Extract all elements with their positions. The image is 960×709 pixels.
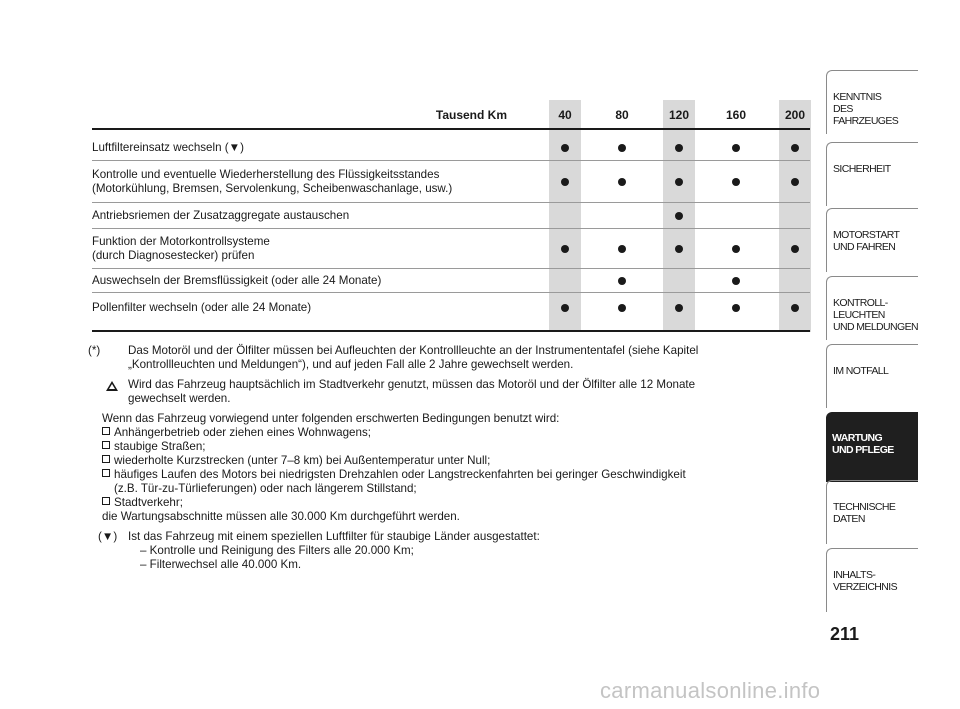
conditions-outro: die Wartungsabschnitte müssen alle 30.000 Km durchgeführt werden. xyxy=(102,510,460,523)
service-dot xyxy=(561,144,569,152)
table-row-label xyxy=(92,168,452,196)
service-dot xyxy=(618,245,626,253)
service-dot xyxy=(675,304,683,312)
service-dot xyxy=(561,304,569,312)
table-row-label-line: Luftfiltereinsatz wechseln (▼) xyxy=(92,140,244,154)
row-divider xyxy=(92,268,810,269)
service-dot xyxy=(675,144,683,152)
table-top-rule xyxy=(92,128,810,130)
service-dot xyxy=(791,304,799,312)
note-star xyxy=(88,344,792,372)
chapter-tab[interactable]: KENNTNIS DES FAHRZEUGES xyxy=(826,70,918,134)
table-row-label xyxy=(92,301,311,315)
page-number: 211 xyxy=(830,624,860,644)
checkbox-square-icon xyxy=(102,497,110,505)
table-row-label xyxy=(92,235,270,263)
service-dot xyxy=(675,245,683,253)
km-header: 80 xyxy=(615,108,629,122)
condition-item: Anhängerbetrieb oder ziehen eines Wohnwagens; xyxy=(102,426,792,440)
warning-triangle-icon xyxy=(106,381,118,391)
service-dot xyxy=(732,304,740,312)
note-star-tag: (*) xyxy=(88,344,101,357)
row-divider xyxy=(92,228,810,229)
note-star-line1: Das Motoröl und der Ölfilter müssen bei Aufleuchten der Kontrollleuchte an der Instrumententafel (siehe Kapitel xyxy=(128,344,699,357)
note-filter xyxy=(98,530,792,572)
condition-item: Stadtverkehr; xyxy=(102,496,792,510)
table-row-label-line: Kontrolle und eventuelle Wiederherstellung des Flüssigkeitsstandes xyxy=(92,168,440,181)
service-dot xyxy=(618,178,626,186)
chapter-tab[interactable]: IM NOTFALL xyxy=(826,344,918,408)
chapter-tab[interactable]: KONTROLL- LEUCHTEN UND MELDUNGEN xyxy=(826,276,918,340)
checkbox-square-icon xyxy=(102,441,110,449)
service-dot xyxy=(732,178,740,186)
chapter-tab[interactable]: MOTORSTART UND FAHREN xyxy=(826,208,918,272)
condition-item-continued: (z.B. Tür-zu-Türlieferungen) oder nach längerem Stillstand; xyxy=(114,482,417,495)
table-row-label xyxy=(92,141,244,155)
notes-section xyxy=(88,344,792,572)
chapter-tab[interactable]: WARTUNG UND PFLEGE xyxy=(826,412,918,482)
chapter-tab[interactable]: INHALTS- VERZEICHNIS xyxy=(826,548,918,612)
service-dot xyxy=(618,277,626,285)
service-dot xyxy=(791,245,799,253)
checkbox-square-icon xyxy=(102,469,110,477)
conditions-block xyxy=(102,412,792,524)
note-warning xyxy=(102,378,792,406)
service-dot xyxy=(561,245,569,253)
note-filter-item: – Kontrolle und Reinigung des Filters alle 20.000 Km; xyxy=(140,544,414,557)
condition-item: staubige Straßen; xyxy=(102,440,792,454)
row-divider xyxy=(92,202,810,203)
table-row-label xyxy=(92,274,381,288)
table-row-label-line: Funktion der Motorkontrollsysteme xyxy=(92,235,270,248)
row-divider xyxy=(92,292,810,293)
checkbox-square-icon xyxy=(102,455,110,463)
km-header: 200 xyxy=(784,108,806,122)
table-row-label-line: (durch Diagnosestecker) prüfen xyxy=(92,249,255,262)
note-warning-line2: gewechselt werden. xyxy=(128,392,231,405)
table-bottom-rule xyxy=(92,330,810,332)
service-dot xyxy=(561,178,569,186)
table-row-label-line: Antriebsriemen der Zusatzaggregate austauschen xyxy=(92,209,350,222)
service-dot xyxy=(618,144,626,152)
table-row-label-line: (Motorkühlung, Bremsen, Servolenkung, Scheibenwaschanlage, usw.) xyxy=(92,182,453,195)
table-header-title: Tausend Km xyxy=(435,108,507,122)
service-dot xyxy=(732,245,740,253)
note-filter-item: – Filterwechsel alle 40.000 Km. xyxy=(140,558,302,571)
column-shade xyxy=(779,100,811,332)
km-header: 40 xyxy=(558,108,572,122)
checkbox-square-icon xyxy=(102,427,110,435)
row-divider xyxy=(92,160,810,161)
table-row-label-line: Pollenfilter wechseln (oder alle 24 Monate) xyxy=(92,301,312,314)
chapter-tab[interactable]: TECHNISCHE DATEN xyxy=(826,480,918,544)
note-filter-line: Ist das Fahrzeug mit einem speziellen Luftfilter für staubige Länder ausgestattet: xyxy=(128,530,540,543)
table-row-label-line: Auswechseln der Bremsflüssigkeit (oder alle 24 Monate) xyxy=(92,274,382,287)
km-header: 120 xyxy=(668,108,690,122)
service-dot xyxy=(791,178,799,186)
watermark: carmanualsonline.info xyxy=(600,678,821,703)
service-dot xyxy=(732,144,740,152)
service-dot xyxy=(791,144,799,152)
condition-item: wiederholte Kurzstrecken (unter 7–8 km) bei Außentemperatur unter Null; xyxy=(102,454,792,468)
note-warning-line1: Wird das Fahrzeug hauptsächlich im Stadtverkehr genutzt, müssen das Motoröl und der Ölfilter alle 12 Monate xyxy=(128,378,696,391)
note-star-line2: „Kontrollleuchten und Meldungen“), und auf jeden Fall alle 2 Jahre gewechselt werden. xyxy=(128,358,574,371)
service-dot xyxy=(675,212,683,220)
chapter-tab[interactable]: SICHERHEIT xyxy=(826,142,918,206)
service-dot xyxy=(618,304,626,312)
service-dot xyxy=(675,178,683,186)
note-filter-tag: (▼) xyxy=(98,530,118,543)
column-shade xyxy=(549,100,581,332)
km-header: 160 xyxy=(725,108,747,122)
table-row-label xyxy=(92,209,349,223)
service-dot xyxy=(732,277,740,285)
condition-item: häufiges Laufen des Motors bei niedrigsten Drehzahlen oder Langstreckenfahrten bei geringer Geschwindigkeit xyxy=(102,468,792,482)
conditions-intro: Wenn das Fahrzeug vorwiegend unter folgenden erschwerten Bedingungen benutzt wird: xyxy=(102,412,560,425)
